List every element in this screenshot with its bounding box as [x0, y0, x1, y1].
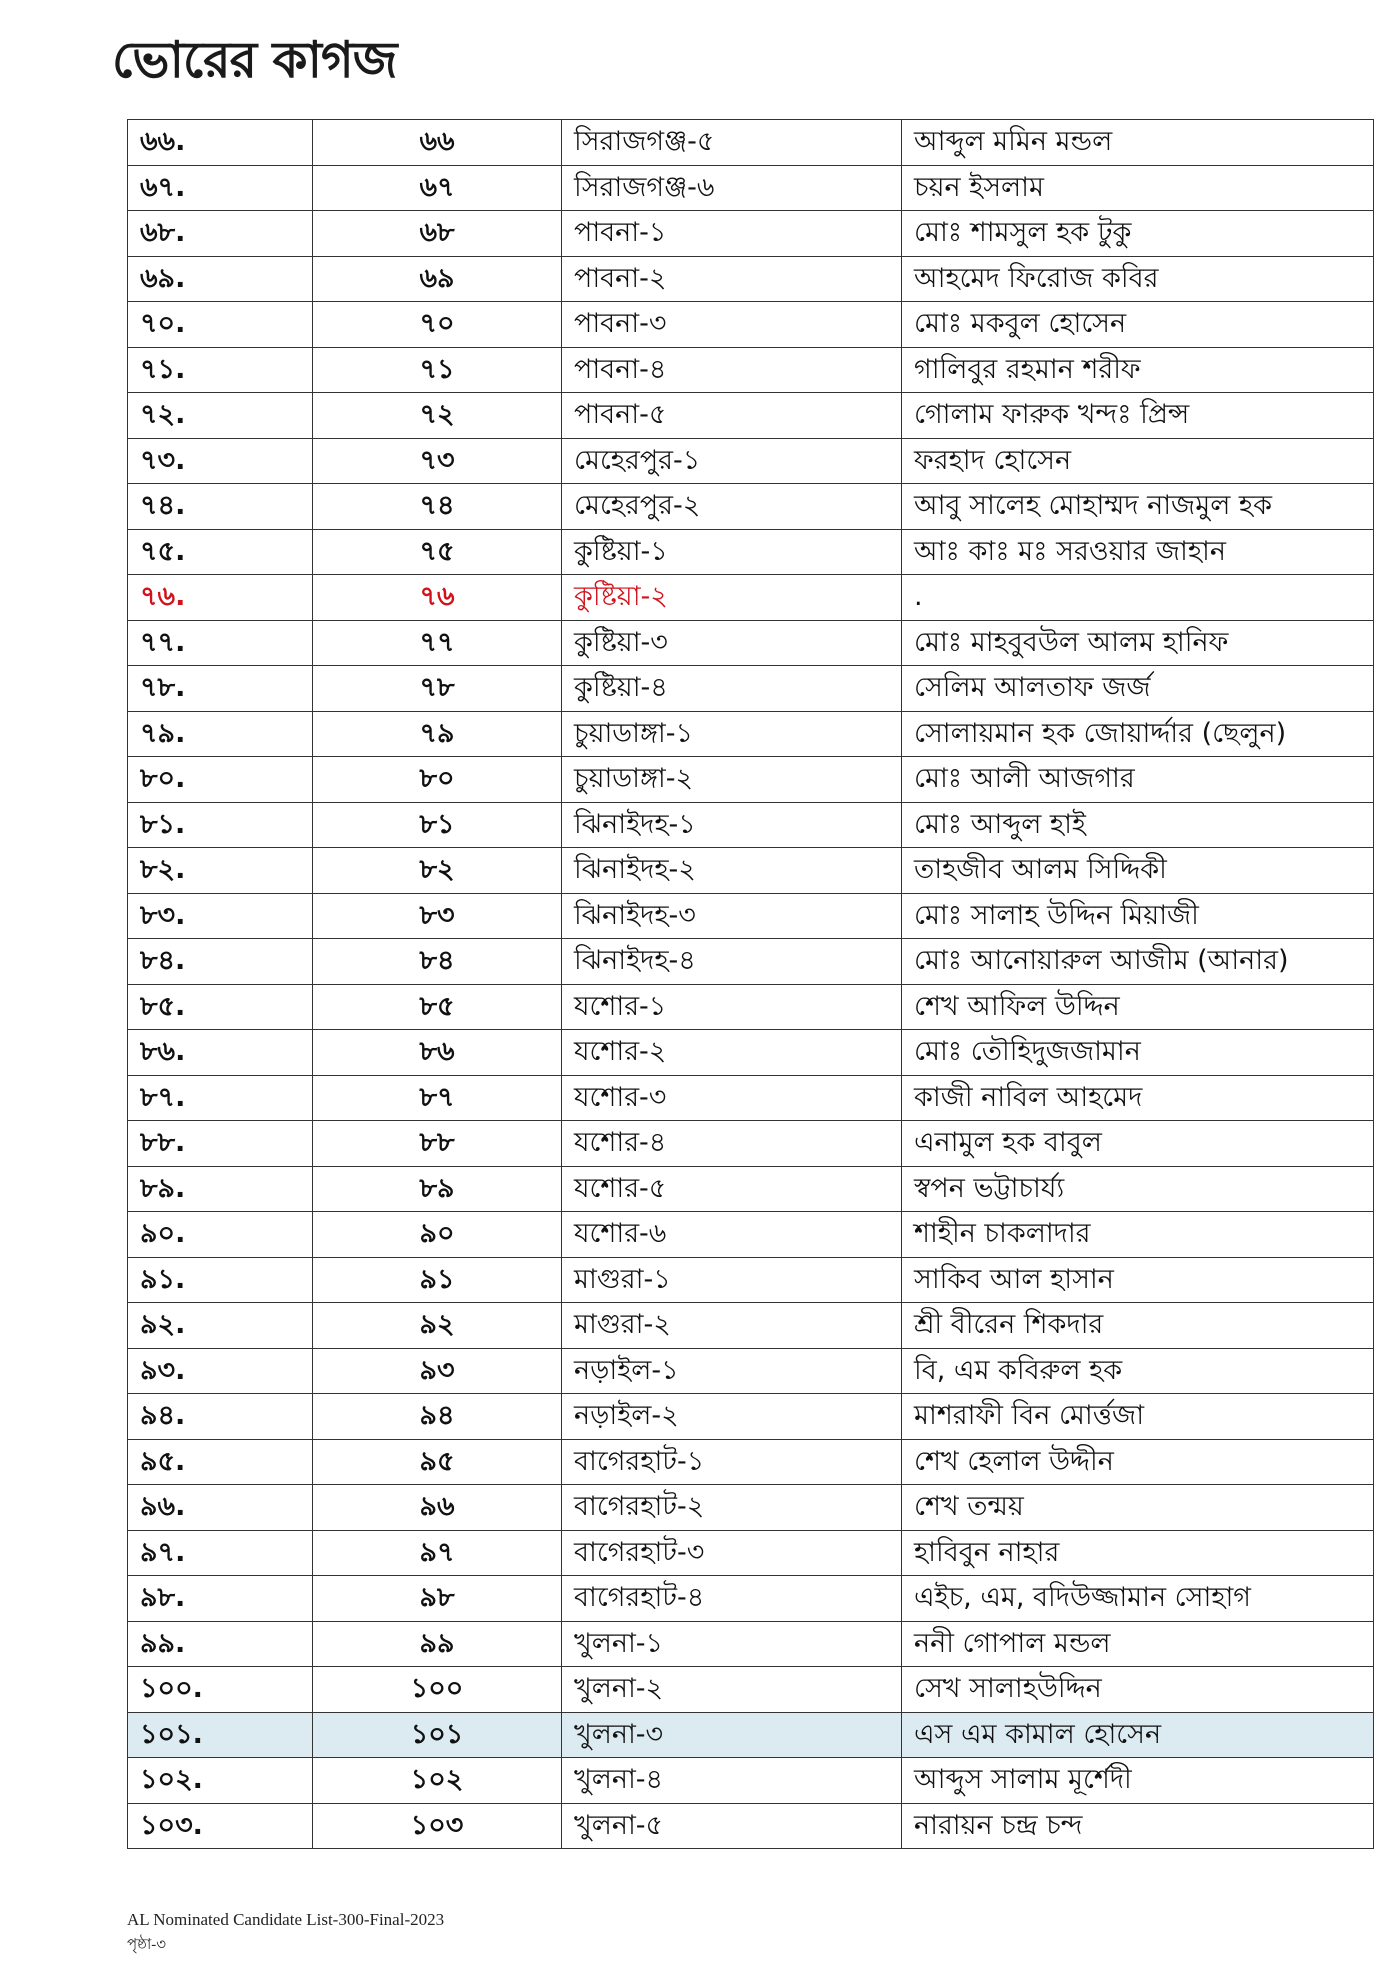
seat-number-cell: ৮১: [313, 802, 562, 848]
serial-cell: ৯৯.: [128, 1621, 313, 1667]
constituency-cell: খুলনা-৩: [562, 1712, 902, 1758]
candidate-name-cell: সোলায়মান হক জোয়ার্দ্দার (ছেলুন): [902, 711, 1374, 757]
seat-number-cell: ৯০: [313, 1212, 562, 1258]
serial-cell: ৭৬.: [128, 575, 313, 621]
table-row: [128, 1530, 1374, 1576]
seat-number-cell: ৯৯: [313, 1621, 562, 1667]
seat-number-cell: ৬৯: [313, 256, 562, 302]
constituency-cell: বাগেরহাট-২: [562, 1485, 902, 1531]
constituency-cell: যশোর-১: [562, 984, 902, 1030]
candidate-name-cell: মোঃ সালাহ উদ্দিন মিয়াজী: [902, 893, 1374, 939]
candidate-name-cell: আহমেদ ফিরোজ কবির: [902, 256, 1374, 302]
table-row: [128, 893, 1374, 939]
serial-cell: ৮৪.: [128, 939, 313, 985]
serial-cell: ৬৭.: [128, 165, 313, 211]
seat-number-cell: ৭৮: [313, 666, 562, 712]
constituency-cell: পাবনা-৪: [562, 347, 902, 393]
seat-number-cell: ৭৩: [313, 438, 562, 484]
serial-cell: ১০১.: [128, 1712, 313, 1758]
seat-number-cell: ১০১: [313, 1712, 562, 1758]
serial-cell: ৬৬.: [128, 120, 313, 166]
table-row: [128, 120, 1374, 166]
candidate-name-cell: ননী গোপাল মন্ডল: [902, 1621, 1374, 1667]
seat-number-cell: ৮৭: [313, 1075, 562, 1121]
page-number: পৃষ্ঠা-৩: [127, 1937, 167, 1953]
seat-number-cell: ৭২: [313, 393, 562, 439]
constituency-cell: যশোর-৫: [562, 1166, 902, 1212]
serial-cell: ৮৩.: [128, 893, 313, 939]
constituency-cell: কুষ্টিয়া-১: [562, 529, 902, 575]
candidate-name-cell: স্বপন ভট্টাচার্য্য: [902, 1166, 1374, 1212]
serial-cell: ১০৩.: [128, 1803, 313, 1849]
table-row: [128, 1439, 1374, 1485]
candidate-name-cell: আবু সালেহ মোহাম্মদ নাজমুল হক: [902, 484, 1374, 530]
constituency-cell: কুষ্টিয়া-২: [562, 575, 902, 621]
candidate-name-cell: মোঃ মকবুল হোসেন: [902, 302, 1374, 348]
seat-number-cell: ৭০: [313, 302, 562, 348]
table-row: [128, 939, 1374, 985]
table-row: [128, 1257, 1374, 1303]
table-row: [128, 256, 1374, 302]
seat-number-cell: ৭৫: [313, 529, 562, 575]
candidate-name-cell: সেলিম আলতাফ জর্জ: [902, 666, 1374, 712]
serial-cell: ৮৯.: [128, 1166, 313, 1212]
seat-number-cell: ৯৬: [313, 1485, 562, 1531]
candidate-name-cell: গোলাম ফারুক খন্দঃ প্রিন্স: [902, 393, 1374, 439]
newspaper-logo: ভোরের কাগজ: [112, 30, 397, 89]
serial-cell: ৯১.: [128, 1257, 313, 1303]
table-row: [128, 1576, 1374, 1622]
table-row: [128, 438, 1374, 484]
candidate-name-cell: মোঃ মাহবুবউল আলম হানিফ: [902, 620, 1374, 666]
constituency-cell: চুয়াডাঙ্গা-২: [562, 757, 902, 803]
table-row: [128, 1667, 1374, 1713]
seat-number-cell: ৭৬: [313, 575, 562, 621]
serial-cell: ৯৭.: [128, 1530, 313, 1576]
seat-number-cell: ৭৪: [313, 484, 562, 530]
table-row: [128, 1030, 1374, 1076]
candidate-name-cell: মোঃ আনোয়ারুল আজীম (আনার): [902, 939, 1374, 985]
constituency-cell: পাবনা-১: [562, 211, 902, 257]
constituency-cell: খুলনা-৫: [562, 1803, 902, 1849]
table-row: [128, 1803, 1374, 1849]
table-row: [128, 1121, 1374, 1167]
constituency-cell: পাবনা-৩: [562, 302, 902, 348]
candidate-name-cell: নারায়ন চন্দ্র চন্দ: [902, 1803, 1374, 1849]
constituency-cell: বাগেরহাট-১: [562, 1439, 902, 1485]
candidate-name-cell: সেখ সালাহউদ্দিন: [902, 1667, 1374, 1713]
serial-cell: ৮৮.: [128, 1121, 313, 1167]
candidate-name-cell: হাবিবুন নাহার: [902, 1530, 1374, 1576]
candidate-name-cell: আব্দুল মমিন মন্ডল: [902, 120, 1374, 166]
constituency-cell: যশোর-২: [562, 1030, 902, 1076]
constituency-cell: বাগেরহাট-৪: [562, 1576, 902, 1622]
candidate-name-cell: শেখ তন্ময়: [902, 1485, 1374, 1531]
constituency-cell: খুলনা-৪: [562, 1758, 902, 1804]
seat-number-cell: ৮৮: [313, 1121, 562, 1167]
table-row: [128, 666, 1374, 712]
constituency-cell: মেহেরপুর-২: [562, 484, 902, 530]
serial-cell: ৭৩.: [128, 438, 313, 484]
table-row: [128, 484, 1374, 530]
seat-number-cell: ৮৯: [313, 1166, 562, 1212]
serial-cell: ১০০.: [128, 1667, 313, 1713]
table-row: [128, 802, 1374, 848]
candidate-name-cell: মোঃ আলী আজগার: [902, 757, 1374, 803]
serial-cell: ৭০.: [128, 302, 313, 348]
seat-number-cell: ৯৭: [313, 1530, 562, 1576]
candidate-name-cell: বি, এম কবিরুল হক: [902, 1348, 1374, 1394]
seat-number-cell: ৯১: [313, 1257, 562, 1303]
seat-number-cell: ৮২: [313, 848, 562, 894]
serial-cell: ৭২.: [128, 393, 313, 439]
constituency-cell: কুষ্টিয়া-৪: [562, 666, 902, 712]
candidate-table: [127, 119, 1374, 1849]
candidate-name-cell: এইচ, এম, বদিউজ্জামান সোহাগ: [902, 1576, 1374, 1622]
seat-number-cell: ৭৭: [313, 620, 562, 666]
seat-number-cell: ৯৪: [313, 1394, 562, 1440]
constituency-cell: সিরাজগঞ্জ-৬: [562, 165, 902, 211]
candidate-name-cell: গালিবুর রহমান শরীফ: [902, 347, 1374, 393]
constituency-cell: পাবনা-৫: [562, 393, 902, 439]
constituency-cell: মেহেরপুর-১: [562, 438, 902, 484]
candidate-name-cell: কাজী নাবিল আহমেদ: [902, 1075, 1374, 1121]
document-title: AL Nominated Candidate List-300-Final-2023: [127, 1910, 445, 1929]
constituency-cell: যশোর-৪: [562, 1121, 902, 1167]
serial-cell: ৭৪.: [128, 484, 313, 530]
seat-number-cell: ৮৪: [313, 939, 562, 985]
candidate-name-cell: শ্রী বীরেন শিকদার: [902, 1303, 1374, 1349]
serial-cell: ৮৫.: [128, 984, 313, 1030]
seat-number-cell: ৯৩: [313, 1348, 562, 1394]
table-row: [128, 1621, 1374, 1667]
candidate-name-cell: চয়ন ইসলাম: [902, 165, 1374, 211]
serial-cell: ৭৮.: [128, 666, 313, 712]
constituency-cell: ঝিনাইদহ-২: [562, 848, 902, 894]
candidate-name-cell: শেখ আফিল উদ্দিন: [902, 984, 1374, 1030]
constituency-cell: ঝিনাইদহ-৩: [562, 893, 902, 939]
seat-number-cell: ৮৬: [313, 1030, 562, 1076]
table-row: [128, 1348, 1374, 1394]
candidate-name-cell: শাহীন চাকলাদার: [902, 1212, 1374, 1258]
serial-cell: ৯৫.: [128, 1439, 313, 1485]
constituency-cell: ঝিনাইদহ-১: [562, 802, 902, 848]
table-row: [128, 1758, 1374, 1804]
serial-cell: ৯০.: [128, 1212, 313, 1258]
candidate-name-cell: মোঃ আব্দুল হাই: [902, 802, 1374, 848]
candidate-name-cell: মাশরাফী বিন মোর্ত্তজা: [902, 1394, 1374, 1440]
table-row: [128, 1485, 1374, 1531]
constituency-cell: ঝিনাইদহ-৪: [562, 939, 902, 985]
table-row: [128, 211, 1374, 257]
serial-cell: ৯৮.: [128, 1576, 313, 1622]
serial-cell: ৬৯.: [128, 256, 313, 302]
seat-number-cell: ৬৬: [313, 120, 562, 166]
serial-cell: ৮৭.: [128, 1075, 313, 1121]
candidate-name-cell: মোঃ তৌহিদুজজামান: [902, 1030, 1374, 1076]
table-row: [128, 347, 1374, 393]
table-row: [128, 848, 1374, 894]
constituency-cell: সিরাজগঞ্জ-৫: [562, 120, 902, 166]
seat-number-cell: ৯৮: [313, 1576, 562, 1622]
seat-number-cell: ৬৭: [313, 165, 562, 211]
serial-cell: ৯৬.: [128, 1485, 313, 1531]
serial-cell: ৮৬.: [128, 1030, 313, 1076]
constituency-cell: বাগেরহাট-৩: [562, 1530, 902, 1576]
table-row: [128, 1166, 1374, 1212]
candidate-name-cell: আঃ কাঃ মঃ সরওয়ার জাহান: [902, 529, 1374, 575]
constituency-cell: মাগুরা-১: [562, 1257, 902, 1303]
constituency-cell: খুলনা-২: [562, 1667, 902, 1713]
serial-cell: ৮২.: [128, 848, 313, 894]
candidate-name-cell: শেখ হেলাল উদ্দীন: [902, 1439, 1374, 1485]
candidate-name-cell: তাহজীব আলম সিদ্দিকী: [902, 848, 1374, 894]
serial-cell: ৭৭.: [128, 620, 313, 666]
serial-cell: ৯৪.: [128, 1394, 313, 1440]
constituency-cell: কুষ্টিয়া-৩: [562, 620, 902, 666]
constituency-cell: খুলনা-১: [562, 1621, 902, 1667]
seat-number-cell: ৯৫: [313, 1439, 562, 1485]
constituency-cell: নড়াইল-২: [562, 1394, 902, 1440]
table-row: [128, 302, 1374, 348]
table-row: [128, 1394, 1374, 1440]
constituency-cell: মাগুরা-২: [562, 1303, 902, 1349]
seat-number-cell: ৮৫: [313, 984, 562, 1030]
serial-cell: ১০২.: [128, 1758, 313, 1804]
constituency-cell: পাবনা-২: [562, 256, 902, 302]
seat-number-cell: ৭৯: [313, 711, 562, 757]
serial-cell: ৭৫.: [128, 529, 313, 575]
seat-number-cell: ৬৮: [313, 211, 562, 257]
constituency-cell: নড়াইল-১: [562, 1348, 902, 1394]
table-row: [128, 575, 1374, 621]
candidate-name-cell: আব্দুস সালাম মূর্শেদী: [902, 1758, 1374, 1804]
table-row: [128, 529, 1374, 575]
candidate-name-cell: ফরহাদ হোসেন: [902, 438, 1374, 484]
candidate-name-cell: এস এম কামাল হোসেন: [902, 1712, 1374, 1758]
serial-cell: ৮১.: [128, 802, 313, 848]
serial-cell: ৭৯.: [128, 711, 313, 757]
table-row: [128, 1075, 1374, 1121]
candidate-name-cell: মোঃ শামসুল হক টুকু: [902, 211, 1374, 257]
constituency-cell: চুয়াডাঙ্গা-১: [562, 711, 902, 757]
serial-cell: ৮০.: [128, 757, 313, 803]
table-row: [128, 711, 1374, 757]
seat-number-cell: ৯২: [313, 1303, 562, 1349]
table-row: [128, 620, 1374, 666]
serial-cell: ৬৮.: [128, 211, 313, 257]
seat-number-cell: ৮৩: [313, 893, 562, 939]
seat-number-cell: ৮০: [313, 757, 562, 803]
table-row: [128, 984, 1374, 1030]
candidate-name-cell: .: [902, 575, 1374, 621]
table-row: [128, 1212, 1374, 1258]
serial-cell: ৭১.: [128, 347, 313, 393]
constituency-cell: যশোর-৩: [562, 1075, 902, 1121]
table-row: [128, 757, 1374, 803]
constituency-cell: যশোর-৬: [562, 1212, 902, 1258]
serial-cell: ৯২.: [128, 1303, 313, 1349]
seat-number-cell: ১০২: [313, 1758, 562, 1804]
candidate-name-cell: সাকিব আল হাসান: [902, 1257, 1374, 1303]
seat-number-cell: ১০০: [313, 1667, 562, 1713]
table-row: [128, 1712, 1374, 1758]
table-row: [128, 1303, 1374, 1349]
table-row: [128, 393, 1374, 439]
seat-number-cell: ৭১: [313, 347, 562, 393]
table-row: [128, 165, 1374, 211]
serial-cell: ৯৩.: [128, 1348, 313, 1394]
seat-number-cell: ১০৩: [313, 1803, 562, 1849]
candidate-name-cell: এনামুল হক বাবুল: [902, 1121, 1374, 1167]
